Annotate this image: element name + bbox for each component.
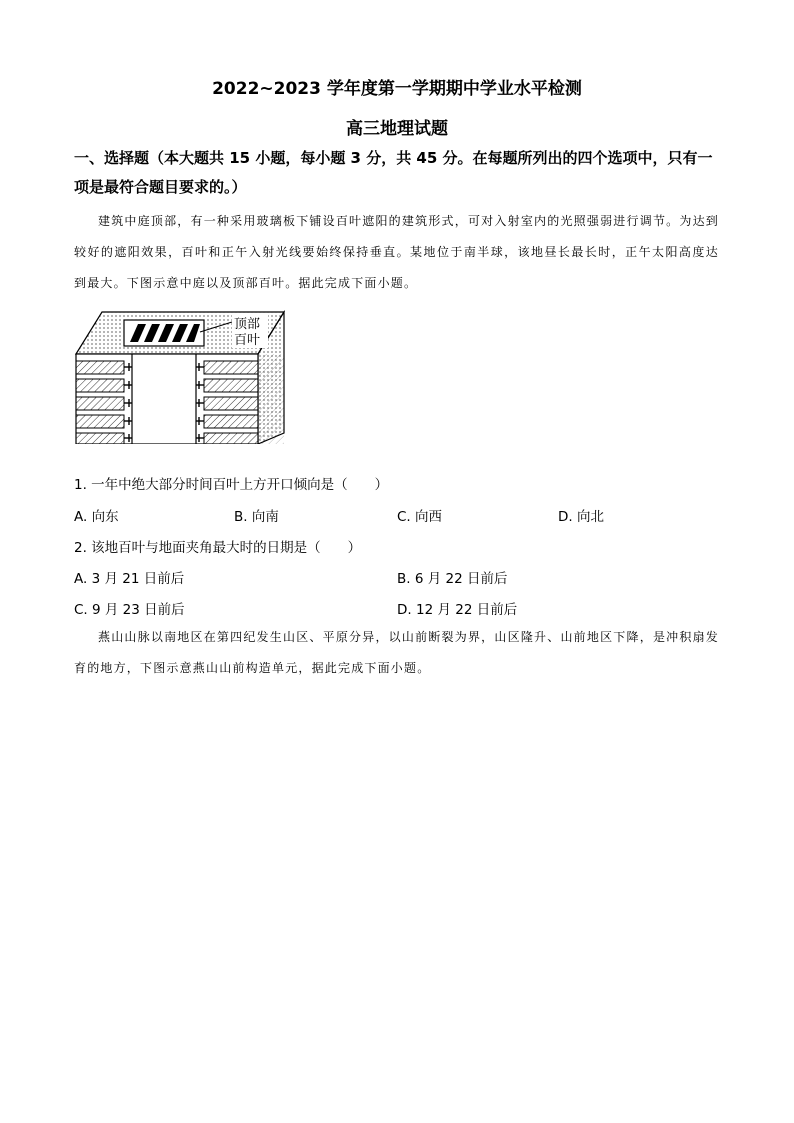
- q1-option-d[interactable]: D. 向北: [558, 509, 604, 525]
- louver-label-line1: 顶部: [234, 317, 261, 332]
- louver-label-line2: 百叶: [234, 333, 261, 348]
- q1-option-a[interactable]: A. 向东: [74, 509, 119, 525]
- passage-atrium: 建筑中庭顶部，有一种采用玻璃板下铺设百叶遮阳的建筑形式，可对入射室内的光照强弱进行调节。为达到较好的遮阳效果，百叶和正午入射光线要始终保持垂直。某地位于南半球，该地昼长最长时，正午太阳高度达到最大。下图示意中庭以及顶部百叶。据此完成下面小题。: [74, 214, 719, 290]
- exam-subtitle: 高三地理试题: [346, 119, 448, 139]
- atrium-louver-figure: [74, 306, 290, 444]
- q1-option-b[interactable]: B. 向南: [234, 509, 279, 525]
- q2-option-d[interactable]: D. 12 月 22 日前后: [397, 602, 518, 618]
- q2-option-b[interactable]: B. 6 月 22 日前后: [397, 571, 508, 587]
- section-heading: 一、选择题（本大题共 15 小题，每小题 3 分，共 45 分。在每题所列出的四个选项中，只有一项是最符合题目要求的。）: [74, 149, 713, 196]
- exam-title: 2022~2023 学年度第一学期期中学业水平检测: [212, 79, 582, 99]
- question-2-stem: 2. 该地百叶与地面夹角最大时的日期是（ ）: [74, 540, 362, 556]
- question-1-stem: 1. 一年中绝大部分时间百叶上方开口倾向是（ ）: [74, 477, 389, 493]
- q1-option-c[interactable]: C. 向西: [397, 509, 443, 525]
- q2-option-a[interactable]: A. 3 月 21 日前后: [74, 571, 185, 587]
- q2-option-c[interactable]: C. 9 月 23 日前后: [74, 602, 185, 618]
- passage-yanshan: 燕山山脉以南地区在第四纪发生山区、平原分异，以山前断裂为界，山区隆升、山前地区下降，是冲积扇发育的地方，下图示意燕山山前构造单元，据此完成下面小题。: [74, 630, 719, 675]
